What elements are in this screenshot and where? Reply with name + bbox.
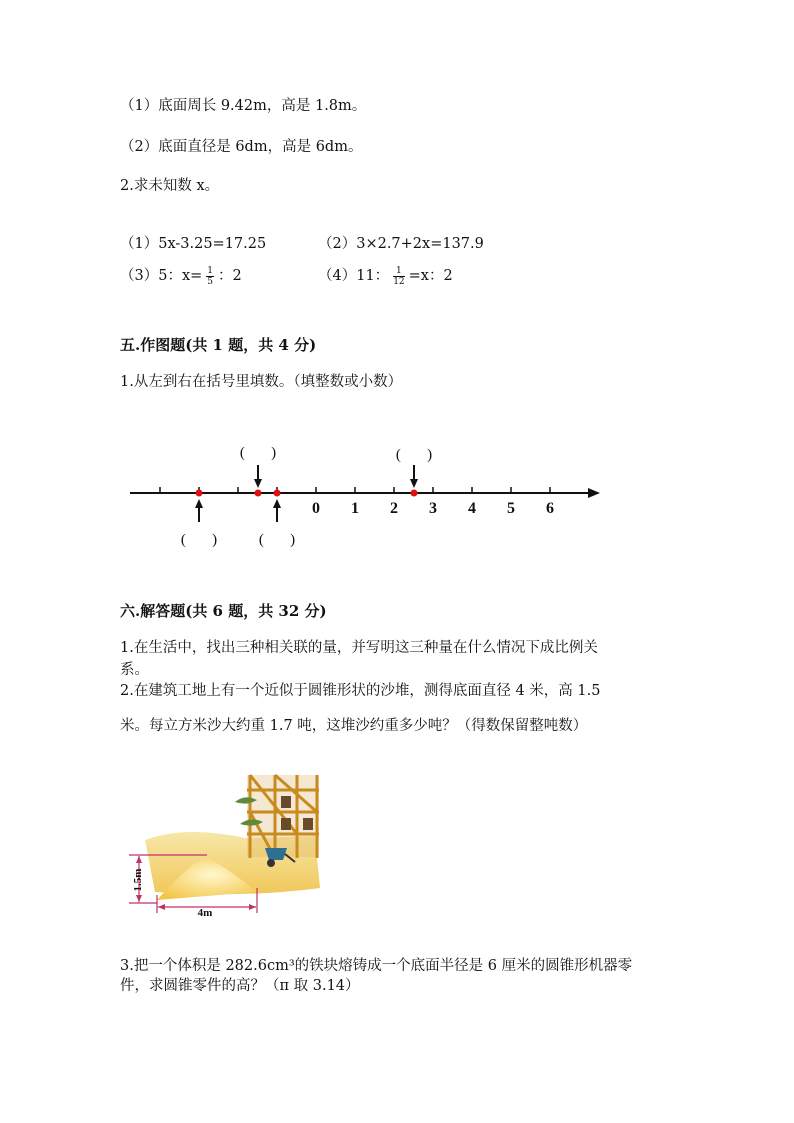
fraction-denominator: 5 [207, 276, 214, 287]
section-5-question-1: 1.从左到右在括号里填数。（填整数或小数） [120, 374, 403, 390]
section-6-q1-line-1: 1.在生活中，找出三种相关联的量，并写明这三种量在什么情况下成比例关 [120, 640, 598, 656]
tick-label-2: 2 [390, 500, 398, 517]
section-6-q2-line-2: 米。每立方米沙大约重 1.7 吨，这堆沙约重多少吨？（得数保留整吨数） [120, 718, 588, 734]
fraction-one-twelfth [393, 266, 404, 287]
section-6-heading: 六.解答题(共 6 题，共 32 分) [120, 602, 327, 620]
q4-item-1: （1）底面周长 9.42m，高是 1.8m。 [120, 98, 367, 114]
sand-pile-illustration [125, 770, 325, 920]
equation-3 [120, 264, 242, 287]
tick-label-0: 0 [312, 500, 320, 517]
q4-item-2: （2）底面直径是 6dm，高是 6dm。 [120, 139, 363, 155]
tick-label-4: 4 [468, 500, 476, 517]
equation-4 [318, 264, 453, 287]
arrowhead [136, 856, 142, 863]
answer-bracket: ( ) [395, 447, 433, 463]
number-line-arrowhead [588, 488, 600, 498]
point-marker [255, 490, 262, 497]
building-window [303, 818, 313, 830]
fraction-numerator: 1 [207, 265, 214, 276]
equation-3-prefix: （3）5：x= [120, 268, 203, 284]
section-6-q2-line-1: 2.在建筑工地上有一个近似于圆锥形状的沙堆，测得底面直径 4 米，高 1.5 [120, 683, 601, 699]
fraction-one-fifth [206, 266, 214, 287]
tick-label-3: 3 [429, 500, 437, 517]
fraction-numerator: 1 [393, 266, 404, 277]
equation-4-suffix: =x：2 [408, 268, 453, 284]
arrowhead [136, 895, 142, 902]
equation-3-suffix: ：2 [218, 268, 242, 284]
arrowhead [158, 904, 165, 910]
tick-label-5: 5 [507, 500, 515, 517]
answer-bracket: ( ) [258, 532, 296, 548]
arrowhead [249, 904, 256, 910]
point-marker [196, 490, 203, 497]
tick-label-1: 1 [351, 500, 359, 517]
width-label: 4m [197, 907, 213, 919]
height-label: 1.5m [132, 868, 144, 892]
section-5-heading: 五.作图题(共 1 题，共 4 分) [120, 336, 317, 354]
answer-bracket: ( ) [180, 532, 218, 548]
section-6-q3-line-2: 件，求圆锥零件的高？（π 取 3.14） [120, 978, 360, 994]
section-6-q1-line-2: 系。 [120, 662, 149, 678]
arrow-down-icon [410, 465, 418, 488]
point-marker [411, 490, 418, 497]
scaffold-icon [247, 775, 319, 858]
tick-label-6: 6 [546, 500, 554, 517]
arrow-up-icon [195, 499, 203, 522]
arrow-up-icon [273, 499, 281, 522]
equation-2: （2）3×2.7+2x=137.9 [318, 236, 484, 252]
building-window [281, 796, 291, 808]
arrow-down-icon [254, 465, 262, 488]
number-line-figure [0, 430, 794, 560]
answer-bracket: ( ) [239, 445, 277, 461]
point-marker [274, 490, 281, 497]
equation-1: （1）5x-3.25=17.25 [120, 236, 267, 252]
q5-title: 2.求未知数 x。 [120, 178, 220, 194]
section-6-q3-line-1: 3.把一个体积是 282.6cm³的铁块熔铸成一个底面半径是 6 厘米的圆锥形机器零 [120, 958, 633, 974]
fraction-denominator: 12 [393, 276, 405, 287]
building-window [281, 818, 291, 830]
equation-4-prefix: （4）11： [318, 268, 390, 284]
